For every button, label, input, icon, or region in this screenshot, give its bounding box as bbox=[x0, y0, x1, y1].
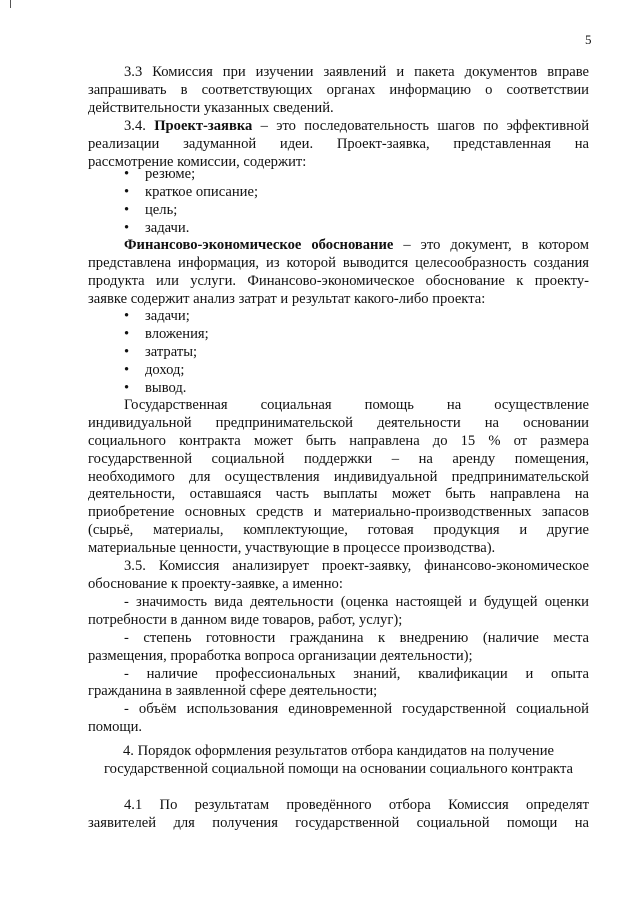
paragraph-state-social-aid bbox=[88, 397, 589, 558]
text-line: государственной социальной поддержки – на аренду помещения, bbox=[88, 450, 589, 467]
bullet-icon: • bbox=[124, 362, 130, 378]
text-line: 3.3 Комиссия при изучении заявлений и пакета документов вправе bbox=[124, 64, 589, 80]
text-line: обоснование к проекту-заявке, а именно: bbox=[88, 575, 343, 592]
bullet-icon: • bbox=[124, 220, 130, 236]
text-line: гражданина в заявленной сфере деятельности; bbox=[88, 683, 378, 700]
text-line: приобретение основных средств и материально-производственных запасов bbox=[88, 504, 589, 521]
text-line: реализации задуманной идеи. Проект-заявка, представленная на bbox=[88, 135, 589, 152]
text-line: рассмотрение комиссии, содержит: bbox=[88, 153, 307, 170]
term-financial-justification: Финансово-экономическое обоснование bbox=[124, 237, 394, 253]
list-item: • задачи. bbox=[124, 220, 190, 236]
text-line: действительности указанных сведений. bbox=[88, 99, 334, 116]
criteria-list bbox=[88, 594, 589, 737]
text-line: потребности в данном виде товаров, работ, услуг); bbox=[88, 611, 403, 628]
text-line: деятельности, оставшаяся часть выплаты может быть направлена на bbox=[88, 486, 589, 503]
text-line: (сырьё, материалы, комплектующие, готовая продукция и другие bbox=[88, 522, 589, 539]
bullet-icon: • bbox=[124, 166, 130, 182]
bullet-icon: • bbox=[124, 380, 130, 396]
section-4-heading bbox=[88, 743, 589, 779]
text-line: - степень готовности гражданина к внедрению (наличие места bbox=[124, 629, 589, 646]
text-line: Государственная социальная помощь на осуществление bbox=[124, 397, 589, 413]
list-item: • вложения; bbox=[124, 326, 209, 342]
margin-mark bbox=[10, 0, 11, 8]
text-line: социального контракта может быть направлена до 15 % от размера bbox=[88, 432, 589, 449]
text-line: запрашивать в соответствующих органах информацию о соответствии bbox=[88, 81, 589, 98]
text-line: - наличие профессиональных знаний, квалификации и опыта bbox=[124, 665, 589, 682]
text-line: представлена информация, из которой выводится целесообразность создания bbox=[88, 254, 589, 271]
text-line: 3.5. Комиссия анализирует проект-заявку, финансово-экономическое bbox=[124, 558, 589, 574]
heading-line: государственной социальной помощи на основании социального контракта bbox=[104, 760, 573, 777]
text-line: материальные ценности, участвующие в процессе производства). bbox=[88, 540, 496, 557]
heading-line: 4. Порядок оформления результатов отбора кандидатов на получение bbox=[122, 743, 555, 759]
text-line: 4.1 По результатам проведённого отбора Комиссия определят bbox=[124, 797, 589, 813]
list-item: • задачи; bbox=[124, 308, 190, 324]
paragraph-3-5 bbox=[88, 558, 589, 594]
list-item: • цель; bbox=[124, 202, 178, 218]
term-project-application: Проект-заявка bbox=[154, 118, 253, 134]
list-item: • резюме; bbox=[124, 166, 196, 182]
text-line: 3.4. Проект-заявка – это последовательность шагов по эффективной bbox=[124, 118, 589, 134]
text-line: индивидуальной предпринимательской деятельности на основании bbox=[88, 414, 589, 431]
bullet-icon: • bbox=[124, 326, 130, 342]
text-line: - объём использования единовременной государственной социальной bbox=[124, 701, 589, 718]
paragraph-3-3 bbox=[88, 64, 589, 118]
text-line: помощи. bbox=[88, 719, 143, 736]
list-item: • доход; bbox=[124, 362, 185, 378]
bullet-icon: • bbox=[124, 308, 130, 324]
text-line: заявке содержит анализ затрат и результат какого-либо проекта: bbox=[88, 290, 486, 307]
text-line: продукта или услуги. Финансово-экономическое обоснование к проекту- bbox=[88, 272, 589, 289]
list-item: • затраты; bbox=[124, 344, 198, 360]
paragraph-financial-justification bbox=[88, 237, 589, 309]
paragraph-4-1 bbox=[88, 797, 589, 833]
bullet-icon: • bbox=[124, 184, 130, 200]
bullet-icon: • bbox=[124, 202, 130, 218]
paragraph-3-4 bbox=[88, 118, 589, 172]
text-line: - значимость вида деятельности (оценка настоящей и будущей оценки bbox=[124, 594, 589, 610]
page-number: 5 bbox=[585, 32, 592, 47]
text-line: Финансово-экономическое обоснование – это документ, в котором bbox=[124, 237, 589, 253]
list-item: • вывод. bbox=[124, 380, 187, 396]
text-line: заявителей для получения государственной социальной помощи на bbox=[88, 814, 589, 831]
bullet-icon: • bbox=[124, 344, 130, 360]
list-item: • краткое описание; bbox=[124, 184, 259, 200]
text-line: размещения, проработка вопроса организации деятельности); bbox=[88, 647, 473, 664]
text-line: необходимого для осуществления индивидуальной предпринимательской bbox=[88, 468, 589, 485]
